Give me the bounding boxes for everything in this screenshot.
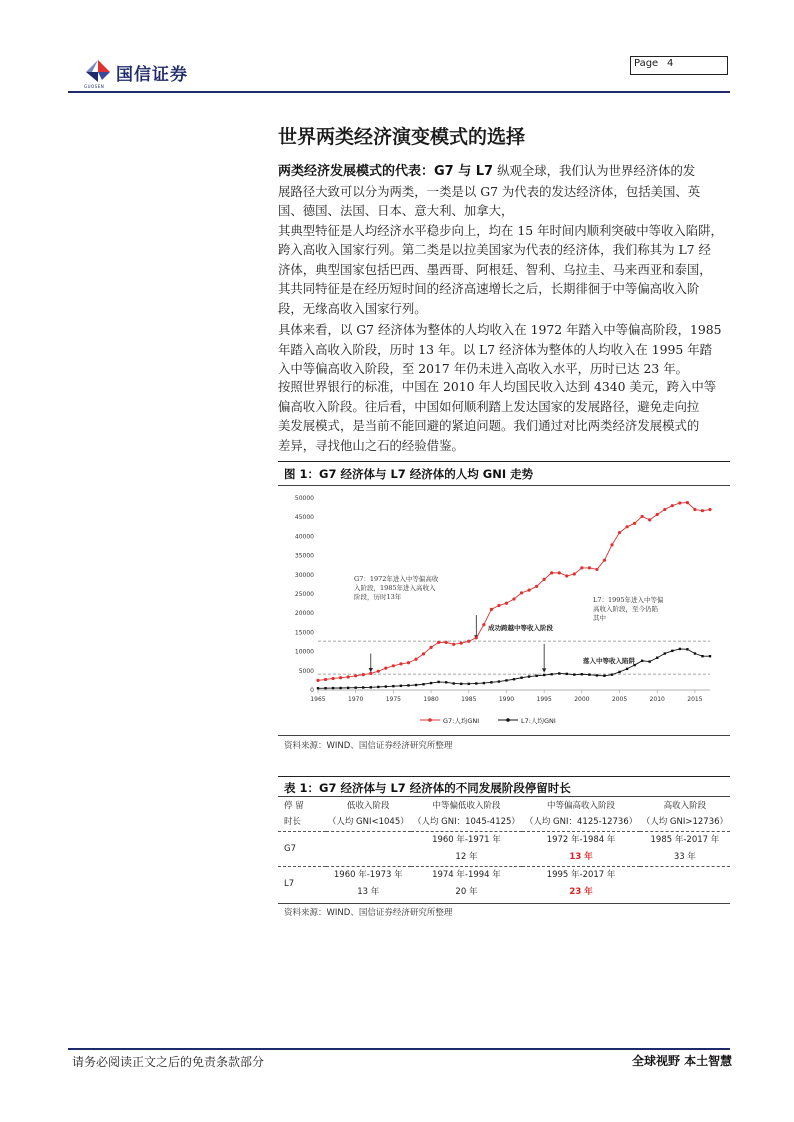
l7-data-point bbox=[475, 682, 477, 684]
l7-data-point bbox=[543, 674, 545, 676]
g7-data-point bbox=[686, 501, 689, 504]
g7-note-line-0: G7：1972年进入中等偏高收 bbox=[354, 575, 439, 583]
l7-data-point bbox=[671, 650, 673, 652]
col-header-high-range: （人均 GNI>12736） bbox=[641, 817, 729, 827]
x-tick-label: 1975 bbox=[385, 696, 402, 703]
x-tick-label: 1980 bbox=[423, 696, 439, 703]
g7-data-point bbox=[475, 636, 478, 639]
g7-data-point bbox=[347, 675, 350, 678]
cell: 1960 年-1971 年 bbox=[411, 832, 523, 850]
y-tick-label: 45000 bbox=[294, 514, 314, 522]
header-divider bbox=[68, 91, 730, 93]
g7-data-point bbox=[625, 525, 628, 528]
l7-data-point bbox=[618, 671, 620, 673]
cell: 1972 年-1984 年 bbox=[522, 832, 639, 850]
l7-data-point bbox=[686, 648, 688, 650]
paragraph-2-line-0: 具体来看，以 G7 经济体为整体的人均收入在 1972 年踏入中等偏高阶段，1985 bbox=[278, 322, 722, 337]
figure-bottom-rule bbox=[278, 735, 730, 736]
g7-data-point bbox=[377, 670, 380, 673]
figure-source: 资料来源：WIND、国信证券经济研究所整理 bbox=[284, 741, 453, 751]
g7-data-point bbox=[407, 661, 410, 664]
cell: 1960 年-1973 年 bbox=[326, 867, 411, 885]
legend-g7-marker bbox=[428, 718, 432, 722]
l7-note-line-0: L7：1995年进入中等偏 bbox=[593, 596, 664, 604]
g7-data-point bbox=[648, 518, 651, 521]
row-label-g7: G7 bbox=[278, 832, 326, 867]
g7-data-point bbox=[565, 574, 568, 577]
section-title: 世界两类经济演变模式的选择 bbox=[278, 126, 526, 148]
l7-data-point bbox=[603, 675, 605, 677]
y-tick-label: 15000 bbox=[294, 629, 314, 637]
y-tick-label: 0 bbox=[310, 687, 314, 694]
g7-data-point bbox=[701, 509, 704, 512]
paragraph-2 bbox=[278, 320, 733, 379]
g7-data-point bbox=[656, 513, 659, 516]
l7-data-point bbox=[339, 687, 341, 689]
l7-data-point bbox=[483, 682, 485, 684]
l7-data-point bbox=[596, 674, 598, 676]
cell bbox=[326, 832, 411, 850]
table-top-rule bbox=[278, 776, 730, 777]
l7-data-point bbox=[407, 684, 409, 686]
footer-slogan: 全球视野 本土智慧 bbox=[632, 1054, 733, 1068]
x-tick-label: 1990 bbox=[498, 696, 515, 703]
x-tick-label: 1970 bbox=[348, 696, 364, 703]
l7-data-point bbox=[490, 681, 492, 683]
g7-data-point bbox=[671, 504, 674, 507]
cell: 1985 年-2017 年 bbox=[640, 832, 730, 850]
paragraph-1-lead: 两类经济发展模式的代表：G7 与 L7 bbox=[278, 164, 494, 179]
l7-data-point bbox=[694, 652, 696, 654]
l7-data-point bbox=[588, 673, 590, 675]
g7-data-point bbox=[316, 679, 319, 682]
table-row-l7-durations bbox=[278, 884, 730, 901]
g7-data-point bbox=[422, 652, 425, 655]
col-header-low-name: 低收入阶段 bbox=[347, 801, 390, 811]
g7-data-point bbox=[693, 508, 696, 511]
paragraph-3-line-1: 偏高收入阶段。往后看，中国如何顺利踏上发达国家的发展路径，避免走向拉 bbox=[278, 398, 700, 414]
l7-data-point bbox=[701, 655, 703, 657]
paragraph-2-line-1: 年踏入高收入阶段，历时 13 年。以 L7 经济体为整体的人均收入在 1995 年踏 bbox=[278, 341, 712, 357]
g7-data-point bbox=[339, 676, 342, 679]
x-tick-label: 2010 bbox=[649, 696, 665, 703]
l7-data-point bbox=[648, 660, 650, 662]
paragraph-1-line-6: 其共同特征是在经历短时间的经济高速增长之后，长期徘徊于中等偏高收入阶 bbox=[278, 281, 700, 296]
y-tick-label: 40000 bbox=[294, 533, 314, 541]
g7-data-point bbox=[384, 667, 387, 670]
paragraph-3-line-0: 按照世界银行的标准，中国在 2010 年人均国民收入达到 4340 美元，跨入中等 bbox=[278, 379, 717, 394]
x-tick-label: 2000 bbox=[574, 696, 590, 703]
g7-data-point bbox=[512, 597, 515, 600]
l7-data-point bbox=[513, 678, 515, 680]
logo-mark-icon bbox=[82, 58, 114, 84]
l7-data-point bbox=[347, 687, 349, 689]
cell: 1995 年-2017 年 bbox=[522, 867, 639, 885]
col-header-high-name: 高收入阶段 bbox=[663, 801, 707, 811]
gni-line-chart bbox=[280, 490, 720, 730]
g7-note-line-1: 入阶段，1985年进入高收入 bbox=[354, 584, 436, 592]
l7-data-point bbox=[332, 687, 334, 689]
l7-data-point bbox=[317, 687, 319, 689]
g7-note-line-2: 阶段，历时13年 bbox=[354, 593, 402, 601]
g7-data-point bbox=[482, 623, 485, 626]
g7-data-point bbox=[331, 677, 334, 680]
paragraph-2-line-2: 入中等偏高收入阶段，至 2017 年仍未进入高收入水平，历时已达 23 年。 bbox=[278, 361, 688, 376]
cell: 1974 年-1994 年 bbox=[411, 867, 523, 885]
cell bbox=[640, 884, 730, 901]
l7-data-point bbox=[679, 648, 681, 650]
brand-sub: GUOSEN bbox=[84, 84, 105, 89]
g7-data-point bbox=[588, 566, 591, 569]
x-tick-label: 1965 bbox=[310, 696, 326, 703]
x-tick-label: 1985 bbox=[461, 696, 477, 703]
g7-data-point bbox=[414, 658, 417, 661]
l7-series-line bbox=[318, 649, 710, 688]
table-header-row bbox=[278, 797, 730, 832]
figure-title-rule bbox=[278, 485, 730, 486]
col-header-lower-middle bbox=[411, 797, 523, 832]
col-header-upper-middle-name: 中等偏高收入阶段 bbox=[547, 801, 616, 811]
g7-data-point bbox=[527, 589, 530, 592]
x-tick-label: 2015 bbox=[687, 696, 703, 703]
page-label: Page bbox=[634, 58, 659, 69]
l7-data-point bbox=[550, 673, 552, 675]
cell-highlight: 23 年 bbox=[569, 887, 593, 897]
legend-g7-label: G7:人均GNI bbox=[443, 717, 480, 725]
stay-duration-table bbox=[278, 797, 730, 901]
table-bottom-rule bbox=[278, 903, 730, 904]
l7-data-point bbox=[385, 685, 387, 687]
cell: 33 年 bbox=[673, 852, 696, 862]
table-corner-line-2: 时长 bbox=[284, 817, 302, 827]
brand-name: 国信证券 bbox=[116, 65, 188, 85]
l7-data-point bbox=[558, 672, 560, 674]
l7-data-point bbox=[498, 680, 500, 682]
g7-data-point bbox=[467, 640, 470, 643]
cell: 20 年 bbox=[455, 887, 478, 897]
l7-note-line-2: 其中 bbox=[593, 614, 606, 622]
l7-data-point bbox=[573, 673, 575, 675]
l7-data-point bbox=[566, 673, 568, 675]
l7-data-point bbox=[445, 681, 447, 683]
col-header-upper-middle-range: （人均 GNI：4125-12736） bbox=[524, 817, 638, 827]
paragraph-1-line-7: 段，无缘高收入国家行列。 bbox=[278, 300, 427, 316]
g7-data-point bbox=[437, 641, 440, 644]
l7-note-line-1: 高收入阶段，至今仍陷 bbox=[593, 605, 658, 613]
table-row-l7-periods bbox=[278, 867, 730, 885]
l7-data-point bbox=[422, 683, 424, 685]
y-tick-label: 35000 bbox=[294, 552, 314, 560]
l7-data-point bbox=[415, 684, 417, 686]
l7-data-point bbox=[656, 657, 658, 659]
paragraph-3-line-2: 美发展模式，是当前不能回避的紧迫问题。我们通过对比两类经济发展模式的 bbox=[278, 418, 700, 433]
g7-data-point bbox=[708, 508, 711, 511]
g7-data-point bbox=[497, 604, 500, 607]
g7-data-point bbox=[354, 674, 357, 677]
legend-l7-label: L7:人均GNI bbox=[521, 717, 556, 725]
l7-data-point bbox=[362, 686, 364, 688]
g7-data-point bbox=[460, 642, 463, 645]
cell: 13 年 bbox=[357, 887, 380, 897]
g7-data-point bbox=[399, 662, 402, 665]
l7-data-point bbox=[460, 683, 462, 685]
g7-data-point bbox=[535, 585, 538, 588]
table-row-g7-durations bbox=[278, 849, 730, 867]
paragraph-1-line-0: 纵观全球，我们认为世界经济体的发 bbox=[497, 163, 696, 178]
g7-data-point bbox=[595, 568, 598, 571]
y-tick-label: 10000 bbox=[294, 648, 314, 656]
g7-data-point bbox=[429, 646, 432, 649]
page-number: 4 bbox=[667, 58, 674, 69]
g7-data-point bbox=[550, 571, 553, 574]
g7-data-point bbox=[573, 572, 576, 575]
cell: 12 年 bbox=[455, 852, 478, 862]
g7-data-point bbox=[362, 673, 365, 676]
figure-top-rule bbox=[278, 461, 730, 462]
col-header-high bbox=[640, 797, 730, 832]
cell bbox=[640, 867, 730, 885]
g7-data-point bbox=[558, 571, 561, 574]
trap-label: 落入中等收入陷阱 bbox=[583, 657, 635, 665]
l7-data-point bbox=[400, 685, 402, 687]
l7-data-point bbox=[377, 686, 379, 688]
l7-data-point bbox=[581, 673, 583, 675]
y-tick-label: 20000 bbox=[294, 610, 314, 618]
legend-l7-marker bbox=[506, 718, 510, 722]
x-tick-label: 1995 bbox=[536, 696, 552, 703]
table-corner-line-1: 停 留 bbox=[284, 801, 304, 811]
paragraph-1-line-2: 国、德国、法国、日本、意大利、加拿大， bbox=[278, 203, 514, 218]
l7-data-point bbox=[641, 660, 643, 662]
paragraph-1-line-5: 济体，典型国家包括巴西、墨西哥、阿根廷、智利、乌拉圭、马来西亚和泰国， bbox=[278, 261, 712, 277]
col-header-lower-middle-range: （人均 GNI：1045-4125） bbox=[412, 817, 520, 827]
paragraph-1-line bbox=[278, 161, 733, 182]
footer-divider bbox=[68, 1048, 730, 1050]
g7-data-point bbox=[369, 672, 372, 675]
l7-data-point bbox=[430, 682, 432, 684]
g7-data-point bbox=[633, 522, 636, 525]
g7-data-point bbox=[618, 531, 621, 534]
y-tick-label: 5000 bbox=[298, 667, 314, 675]
l7-data-point bbox=[709, 655, 711, 657]
figure-title: 图 1：G7 经济体与 L7 经济体的人均 GNI 走势 bbox=[284, 467, 534, 481]
paragraph-1-line-4: 跨入高收入国家行列。第二类是以拉美国家为代表的经济体，我们称其为 L7 经 bbox=[278, 242, 711, 257]
l7-data-point bbox=[354, 686, 356, 688]
annotation-arrowhead bbox=[542, 668, 546, 672]
col-header-upper-middle bbox=[522, 797, 639, 832]
table-title: 表 1：G7 经济体与 L7 经济体的不同发展阶段停留时长 bbox=[284, 781, 571, 795]
g7-data-point bbox=[543, 578, 546, 581]
col-header-low bbox=[326, 797, 411, 832]
annotation-arrowhead bbox=[369, 668, 373, 672]
col-header-lower-middle-name: 中等偏低收入阶段 bbox=[432, 801, 501, 811]
table-corner bbox=[278, 797, 326, 832]
g7-data-point bbox=[452, 643, 455, 646]
paragraph-1-line-3: 其典型特征是人均经济水平稳步向上，均在 15 年时间内顺利突破中等收入陷阱， bbox=[278, 222, 723, 238]
l7-data-point bbox=[392, 685, 394, 687]
paragraph-1 bbox=[278, 161, 733, 318]
l7-data-point bbox=[520, 677, 522, 679]
paragraph-3 bbox=[278, 377, 733, 455]
l7-data-point bbox=[324, 687, 326, 689]
l7-data-point bbox=[437, 681, 439, 683]
page-indicator bbox=[630, 56, 728, 75]
y-tick-label: 25000 bbox=[294, 591, 314, 598]
y-tick-label: 50000 bbox=[294, 495, 314, 502]
g7-data-point bbox=[641, 515, 644, 518]
y-tick-label: 30000 bbox=[294, 571, 314, 579]
g7-data-point bbox=[505, 602, 508, 605]
col-header-low-range: （人均 GNI<1045） bbox=[327, 817, 409, 827]
l7-data-point bbox=[664, 652, 666, 654]
paragraph-3-line-3: 差异，寻找他山之石的经验借鉴。 bbox=[278, 437, 464, 453]
g7-data-point bbox=[580, 566, 583, 569]
l7-data-point bbox=[370, 686, 372, 688]
g7-data-point bbox=[324, 678, 327, 681]
l7-data-point bbox=[452, 682, 454, 684]
l7-data-point bbox=[468, 683, 470, 685]
company-logo bbox=[82, 56, 202, 88]
row-label-l7: L7 bbox=[278, 867, 326, 902]
l7-data-point bbox=[528, 675, 530, 677]
table-row-g7-periods bbox=[278, 832, 730, 850]
cell bbox=[326, 849, 411, 867]
paragraph-1-line-1: 展路径大致可以分为两类，一类是以 G7 为代表的发达经济体，包括美国、英 bbox=[278, 183, 701, 199]
l7-data-point bbox=[626, 668, 628, 670]
g7-data-point bbox=[603, 559, 606, 562]
l7-data-point bbox=[611, 673, 613, 675]
cell-highlight: 13 年 bbox=[569, 852, 593, 862]
g7-data-point bbox=[445, 641, 448, 644]
g7-data-point bbox=[392, 664, 395, 667]
g7-data-point bbox=[490, 608, 493, 611]
g7-data-point bbox=[520, 591, 523, 594]
x-tick-label: 2005 bbox=[611, 696, 628, 703]
l7-data-point bbox=[505, 679, 507, 681]
footer-disclaimer: 请务必阅读正文之后的免责条款部分 bbox=[72, 1055, 265, 1069]
l7-data-point bbox=[535, 675, 537, 677]
g7-data-point bbox=[610, 543, 613, 546]
high-cross-label: 成功跨越中等收入阶段 bbox=[488, 624, 553, 632]
g7-data-point bbox=[663, 508, 666, 511]
g7-data-point bbox=[678, 501, 681, 504]
table-source: 资料来源：WIND、国信证券经济研究所整理 bbox=[284, 908, 453, 918]
